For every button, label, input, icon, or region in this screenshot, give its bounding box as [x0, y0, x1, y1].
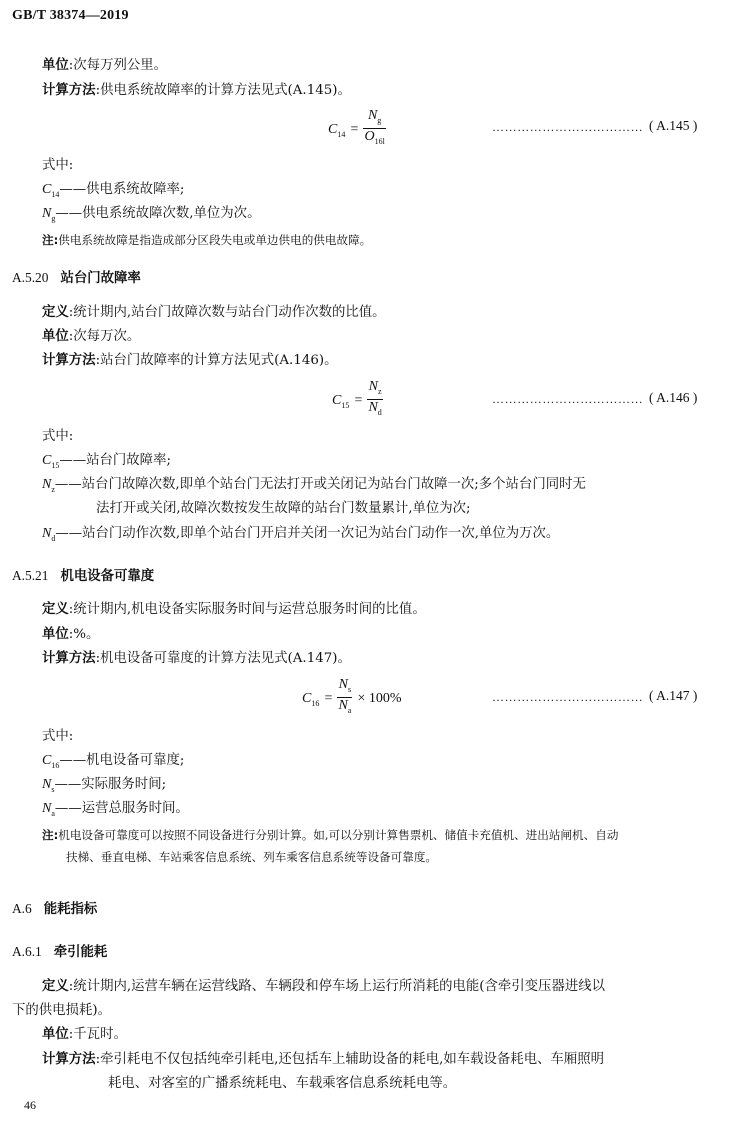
- variable-definition: $N_g——$供电系统故障次数,单位为次。: [42, 206, 261, 223]
- calc-label: 计算方法: [42, 83, 96, 98]
- formula-a145: [328, 108, 386, 149]
- variable-definition-continued: 法打开或关闭,故障次数按发生故障的站台门数量累计,单位为次;: [96, 501, 471, 516]
- variable-definition: $C_{15}——$站台门故障率;: [42, 453, 171, 470]
- page-number: 46: [24, 1098, 36, 1112]
- calc-line-a519: [42, 82, 351, 100]
- definition-line: 定义:统计期内,机电设备实际服务时间与运营总服务时间的比值。: [42, 602, 426, 617]
- section-heading-a520: A.5.20 站台门故障率: [12, 270, 141, 286]
- where-label: 式中:: [42, 729, 74, 744]
- formula-lhs: $C_{14}$: [328, 121, 346, 139]
- calc-text: :供电系统故障率的计算方法见式(A.145)。: [95, 83, 351, 98]
- calc-continued: 耗电、对客室的广播系统耗电、车载乘客信息系统耗电等。: [108, 1076, 457, 1091]
- note-continued: 扶梯、垂直电梯、车站乘客信息系统、列车乘客信息系统等设备可靠度。: [66, 850, 438, 864]
- equation-number: ( A.145 ): [649, 118, 698, 133]
- definition-continued: 下的供电损耗)。: [12, 1003, 111, 1018]
- calc-line: 计算方法:站台门故障率的计算方法见式(A.146)。: [42, 353, 338, 368]
- formula-leader-dots: ………………………………: [492, 392, 644, 406]
- formula-leader-dots: ………………………………: [492, 120, 644, 134]
- unit-line-a519: [42, 57, 167, 75]
- section-heading-a61: A.6.1 牵引能耗: [12, 944, 108, 960]
- formula-tail: × 100%: [357, 690, 402, 706]
- variable-definition: $N_z——$站台门故障次数,即单个站台门无法打开或关闭记为站台门故障一次;多个站台门同时无: [42, 477, 586, 494]
- note: 注:供电系统故障是指造成部分区段失电或单边供电的供电故障。: [42, 233, 372, 247]
- fraction-numerator: $N_g$: [363, 108, 385, 129]
- calc-line: 计算方法:机电设备可靠度的计算方法见式(A.147)。: [42, 651, 351, 666]
- equation-number: ( A.147 ): [649, 688, 698, 703]
- variable-definition: $C_{14}——$供电系统故障率;: [42, 182, 185, 199]
- formula-a146: $C_{15}$ = $\frac{N_z}{N_d}$: [332, 379, 383, 420]
- variable-definition: $N_a——$运营总服务时间。: [42, 801, 189, 818]
- formula-fraction: $\frac{N_s}{N_a}$: [338, 677, 352, 715]
- unit-line: 单位:次每万次。: [42, 329, 141, 344]
- where-label: 式中:: [42, 429, 74, 444]
- variable-definition: $N_s——$实际服务时间;: [42, 777, 167, 794]
- section-heading-a6: A.6 能耗指标: [12, 901, 98, 917]
- unit-text: :次每万列公里。: [68, 58, 168, 73]
- formula-leader-dots: ………………………………: [492, 690, 644, 704]
- formula-fraction: $\frac{N_z}{N_d}$: [368, 379, 382, 417]
- formula-equals: =: [350, 121, 359, 137]
- where-label: 式中:: [42, 158, 74, 173]
- calc-line: 计算方法:牵引耗电不仅包括纯牵引耗电,还包括车上辅助设备的耗电,如车载设备耗电、车厢照明: [42, 1052, 605, 1067]
- definition-line: 定义:统计期内,站台门故障次数与站台门动作次数的比值。: [42, 305, 386, 320]
- unit-label: 单位: [42, 58, 69, 73]
- variable-definition: $C_{16}——$机电设备可靠度;: [42, 753, 185, 770]
- note: 注:机电设备可靠度可以按照不同设备进行分别计算。如,可以分别计算售票机、储值卡充值机、进出站闸机、自动: [42, 828, 619, 842]
- definition-line: 定义:统计期内,运营车辆在运营线路、车辆段和停车场上运行所消耗的电能(含牵引变压器进线以: [42, 979, 606, 994]
- fraction-denominator: $O_{16l}$: [364, 128, 385, 146]
- equation-number: ( A.146 ): [649, 390, 698, 405]
- variable-definition: $N_d——$站台门动作次数,即单个站台门开启并关闭一次记为站台门动作一次,单位为万次。: [42, 526, 560, 543]
- formula-fraction: [363, 108, 385, 149]
- standard-code-header: GB/T 38374—2019: [12, 8, 129, 23]
- section-heading-a521: A.5.21 机电设备可靠度: [12, 568, 155, 584]
- unit-line: 单位:%。: [42, 627, 100, 642]
- formula-a147: $C_{16}$ = $\frac{N_s}{N_a}$ × 100%: [302, 677, 402, 718]
- unit-line: 单位:千瓦时。: [42, 1027, 127, 1042]
